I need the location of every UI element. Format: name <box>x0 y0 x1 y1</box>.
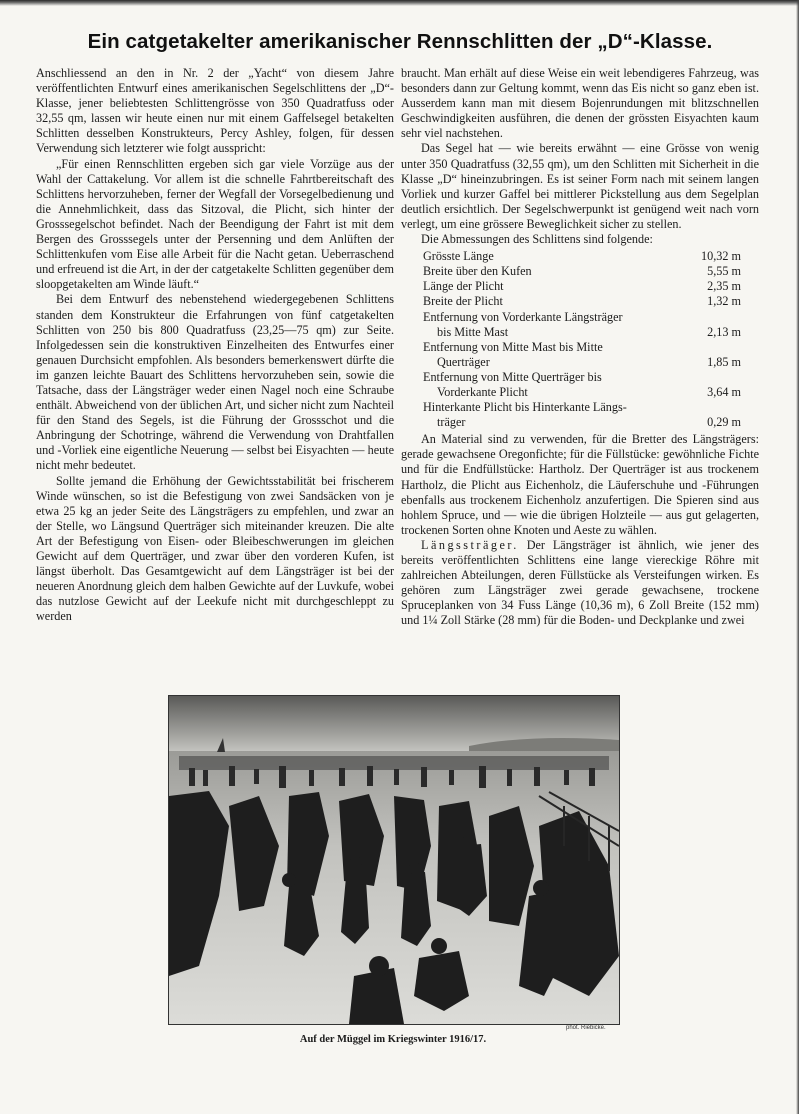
dimension-label: Grösste Länge <box>423 249 494 264</box>
dimension-value: 0,29 m <box>707 415 741 430</box>
dimension-row <box>423 249 759 264</box>
section-heading: Längssträger. <box>421 537 519 552</box>
dimension-label: Entfernung von Vorderkante Längsträger bis Mitte Mast <box>423 309 623 339</box>
dimension-row <box>423 310 759 340</box>
paragraph: „Für einen Rennschlitten ergeben sich gar viele Vorzüge aus der Wahl der Cattakelung. Vor allem ist die schnelle Fahrtbereitschaft des Schlittens hervorzuheben, ferner der Wegfall der Vorsegelbedienung und die Annehmlichkeit, dass das Sitzoval, die Plicht, sich hinter der Grosssegelschot befindet. Nach der Beendigung der Fahrt ist mit dem Bergen des Grosssegels unter der Persenning und dem Anlüften der Schlittenkufen vom Eise alle Arbeit für die Nacht getan. Ueberraschend und erfreuend ist die Art, in der der catgetakelte Schlitten gegenüber dem sloopgetakelten am Winde läuft.“ <box>36 156 394 292</box>
dimension-label: Entfernung von Mitte Mast bis Mitte Querträger <box>423 339 603 369</box>
dimension-value: 1,85 m <box>707 354 741 369</box>
dimension-row <box>423 370 759 400</box>
dimension-row <box>423 279 759 294</box>
paragraph: Sollte jemand die Erhöhung der Gewichtsstabilität bei frischerem Winde wünschen, so ist die Befestigung von zwei Sandsäcken von je etwa 25 kg an jeder Seite des Längsträgers zu empfehlen, und zwar an der Stelle, wo Längsund Querträger sich miteinander kreuzen. Die alte Art der Befestigung von Eisen- oder Bleibeschwerungen im gleichen Gewicht auf dem Querträger, und zwar über den vorderen Kufen, ist längst überholt. Das Gesamtgewicht auf dem Längsträger ist bei der neueren Anordnung gleich dem halben Gewichte auf der Luvkufe, wobei das nutzlose Gewicht auf der Leekufe nicht mit durchgeschleppt zu werden <box>36 473 394 624</box>
dimension-row <box>423 340 759 370</box>
page-top-edge <box>0 0 799 6</box>
dimension-value: 2,35 m <box>707 279 741 294</box>
paragraph: Das Segel hat — wie bereits erwähnt — eine Grösse von wenig unter 350 Quadratfuss (32,55 qm), um den Schlitten mit Sicherheit in die Klasse „D“ hineinzubringen. Es ist seiner Form nach mit seinem langen Vorliek und kurzer Gaffel bei mittlerer Pickstellung aus dem Segelplan deutlich ersichtlich. Der Segelschwerpunkt ist genügend weit nach vorn verlegt, um eine grössere Beweglichkeit sicher zu stellen. <box>401 141 759 231</box>
dimension-label: Breite über den Kufen <box>423 264 532 279</box>
dimension-value: 3,64 m <box>707 384 741 399</box>
dimension-label: Hinterkante Plicht bis Hinterkante Längs- träger <box>423 400 627 430</box>
dimension-value: 5,55 m <box>707 264 741 279</box>
dimension-label: Länge der Plicht <box>423 279 504 294</box>
photo-credit: phot. Riebicke. <box>566 1025 606 1031</box>
photo-caption: Auf der Müggel im Kriegswinter 1916/17. <box>299 1034 487 1045</box>
paragraph: Bei dem Entwurf des nebenstehend wiedergegebenen Schlittens standen dem Konstrukteur die Erfahrungen von fünf catgetakelten Schlitten von 250 bis 800 Quadratfuss (23,25—75 qm) zur Seite. Infolgedessen sein die konstruktiven Einzelheiten des Entwurfes einer genauen Durchsicht empfohlen. Als besonders bemerkenswert dürfte die im ganzen leichte Bauart des Schlittens hervorzuheben sein, sowie die Tatsache, dass der Längsträger weder einen Nagel noch eine Schraube enthält. Abweichend von der üblichen Art, und sicher nicht zum Nachteil für den Stand des Segels, ist die Führung der Grossschot und die Anbringung der Schotringe, während die Verwendung von Drahtfallen und -Vorliek eine eigentliche Neuerung — selbst bei Eisyachten — heute nicht mehr bedeutet. <box>36 292 394 473</box>
right-column <box>401 66 759 681</box>
dimension-value: 2,13 m <box>707 324 741 339</box>
dimension-value: 1,32 m <box>707 294 741 309</box>
left-column <box>36 66 394 686</box>
paragraph: An Material sind zu verwenden, für die Bretter des Längsträgers: gerade gewachsene Oregonfichte; für die Füllstücke: gewöhnliche Fichte und für die Endfüllstücke: Hartholz. Der Querträger ist aus trockenem Hartholz, die Plicht aus Eichenholz, die Läuferschuhe und -Führungen ebenfalls aus trockenem Eichenholz anzufertigen. Die Spieren sind aus hohlem Spruce, und — wie die übrigen Holzteile — aus gut gelagerten, trockenen Sorten ohne Knoten und Aeste zu wählen. <box>401 432 759 537</box>
paragraph: braucht. Man erhält auf diese Weise ein weit lebendigeres Fahrzeug, was besonders dann zur Geltung kommt, wenn das Eis nicht so ganz eben ist. Ausserdem kann man mit diesem Bojenrundungen mit blitzschnellen Geschwindigkeiten ausführen, die denen der grössten Eisyachten kaum sehr viel nachstehen. <box>401 66 759 141</box>
paragraph: Die Abmessungen des Schlittens sind folgende: <box>421 232 653 247</box>
paragraph: Längssträger. Der Längsträger ist ähnlich, wie jener des bereits veröffentlichten Schlittens eine lange viereckige Röhre mit zahlreichen Abteilungen, deren Füllstücke als Versteifungen wirken. Es gehören zum Längsträger zwei gerade gewachsene, trockene Spruceplanken von 34 Fuss Länge (10,36 m), 6 Zoll Breite (152 mm) und 1¼ Zoll Stärke (28 mm) für die Boden- und Deckplanke und zwei <box>401 537 759 628</box>
dimension-label: Entfernung von Mitte Querträger bis Vorderkante Plicht <box>423 369 602 399</box>
dimension-row <box>423 264 759 279</box>
article-title: Ein catgetakelter amerikanischer Rennschlitten der „D“-Klasse. <box>87 30 713 53</box>
dimension-value: 10,32 m <box>701 249 741 264</box>
paragraph: Anschliessend an den in Nr. 2 der „Yacht“ von diesem Jahre veröffentlichten Entwurf eines amerikanischen Segelschlittens der „D“-Klasse, jener beliebtesten Schlittengrösse von 350 Quadratfuss oder 32,55 qm, lassen wir heute einen nur mit einem Gaffelsegel betakelten Schlitten desselben Konstrukteurs, Percy Ashley, folgen, für dessen Verwendung sich letzterer wie folgt ausspricht: <box>36 66 394 156</box>
photograph-skaters-on-ice <box>168 695 620 1025</box>
dimension-row <box>423 400 759 430</box>
dimension-label: Breite der Plicht <box>423 294 503 309</box>
dimensions-table <box>423 249 759 430</box>
dimension-row <box>423 294 759 309</box>
